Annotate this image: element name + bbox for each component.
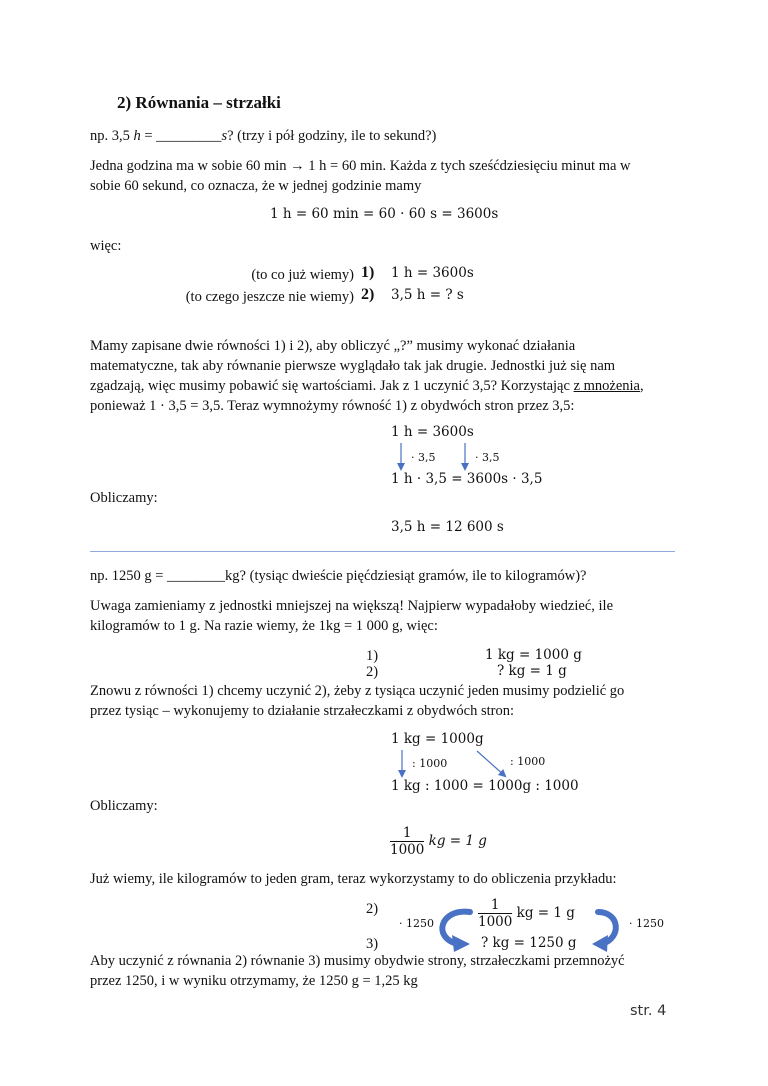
equation-1: 1 h = 3600s — [391, 265, 474, 281]
equation-number-1b: 1) — [366, 648, 379, 664]
arrow-label-left: · 3,5 — [411, 451, 436, 464]
fraction-equation-2: $\frac{1}{1000}$ kg = 1 g — [478, 897, 575, 930]
equation-3c: ? kg = 1250 g — [481, 935, 577, 951]
section-heading: 2) Równania – strzałki — [117, 93, 281, 112]
known-label: (to co już wiemy) — [251, 267, 354, 283]
div-label-right: : 1000 — [510, 755, 546, 768]
equation-1b: 1 kg = 1000 g — [485, 647, 582, 663]
equation-2: 3,5 h = ? s — [391, 287, 464, 303]
curved-arrow-left-icon — [442, 912, 470, 952]
example2-paragraph4-line2: przez 1250, i w wyniku otrzymamy, że 1250 g = 1,25 kg — [90, 973, 418, 989]
unknown-label: (to czego jeszcze nie wiemy) — [185, 289, 354, 305]
equation-2b: ? kg = 1 g — [497, 663, 567, 679]
example1-paragraph2-line3: zgadzają, więc musimy pobawić się wartościami. Jak z 1 uczynić 3,5? Korzystając z mnożenia, — [90, 378, 644, 394]
example2-paragraph4-line1: Aby uczynić z równania 2) równanie 3) musimy obydwie strony, strzałeczkami przemnożyć — [90, 953, 625, 969]
calc-top-2: 1 kg = 1000g — [391, 731, 484, 747]
calc-middle-2: 1 kg : 1000 = 1000g : 1000 — [391, 778, 579, 794]
example1-paragraph2-line1: Mamy zapisane dwie równości 1) i 2), aby obliczyć „?” musimy wykonać działania — [90, 338, 576, 354]
multiplication-link[interactable]: z mnożenia — [573, 378, 640, 394]
obliczamy-label-1: Obliczamy: — [90, 490, 158, 506]
equation-number-2c: 2) — [366, 901, 379, 917]
example2-paragraph1-line1: Uwaga zamieniamy z jednostki mniejszej na większą! Najpierw wypadałoby wiedzieć, ile — [90, 598, 614, 614]
example1-paragraph1-line2: sobie 60 sekund, co oznacza, że w jednej godzinie mamy — [90, 178, 422, 194]
obliczamy-label-2: Obliczamy: — [90, 798, 158, 814]
arrow-label-right: · 3,5 — [475, 451, 500, 464]
example2-intro: np. 1250 g = ________kg? (tysiąc dwieście pięćdziesiąt gramów, ile to kilogramów)? — [90, 568, 587, 584]
equation-number-2b: 2) — [366, 664, 379, 680]
example1-paragraph2-line4: ponieważ 1 · 3,5 = 3,5. Teraz wymnożymy równość 1) z obydwóch stron przez 3,5: — [90, 398, 575, 414]
result-1: 3,5 h = 12 600 s — [391, 519, 504, 535]
equation-number-2: 2) — [361, 286, 375, 303]
curved-arrow-right-icon — [592, 912, 616, 952]
div-label-left: : 1000 — [412, 757, 448, 770]
example2-paragraph2-line2: przez tysiąc – wykonujemy to działanie strzałeczkami z obydwóch stron: — [90, 703, 514, 719]
example1-paragraph2-line2: matematyczne, tak aby równanie pierwsze wyglądało tak jak drugie. Jednostki już się nam — [90, 358, 616, 374]
equation-number-1: 1) — [361, 264, 375, 281]
example2-paragraph2-line1: Znowu z równości 1) chcemy uczynić 2), żeby z tysiąca uczynić jeden musimy podzielić go — [90, 683, 625, 699]
example2-paragraph1-line2: kilogramów to 1 g. Na razie wiemy, że 1kg = 1 000 g, więc: — [90, 618, 438, 634]
main-equation: 1 h = 60 min = 60 · 60 s = 3600s — [270, 206, 499, 222]
page-number: str. 4 — [630, 1003, 667, 1019]
equation-number-3c: 3) — [366, 936, 379, 952]
calc-middle: 1 h · 3,5 = 3600s · 3,5 — [391, 471, 543, 487]
fraction-equation: $\frac{1}{1000}$ kg = 1 g — [390, 825, 487, 858]
wiec-label: więc: — [90, 238, 122, 254]
example2-paragraph3: Już wiemy, ile kilogramów to jeden gram, teraz wykorzystamy to do obliczenia przykładu: — [90, 871, 617, 887]
example1-paragraph1-line1: Jedna godzina ma w sobie 60 min → 1 h = 60 min. Każda z tych sześćdziesięciu minut ma w — [90, 158, 631, 174]
mul-label-left: · 1250 — [399, 917, 434, 930]
calc-top: 1 h = 3600s — [391, 424, 474, 440]
example1-intro: np. 3,5 h = _________s? (trzy i pół godziny, ile to sekund?) — [90, 128, 437, 144]
arrow-diagonal-right-2 — [477, 751, 505, 776]
mul-label-right: · 1250 — [629, 917, 664, 930]
